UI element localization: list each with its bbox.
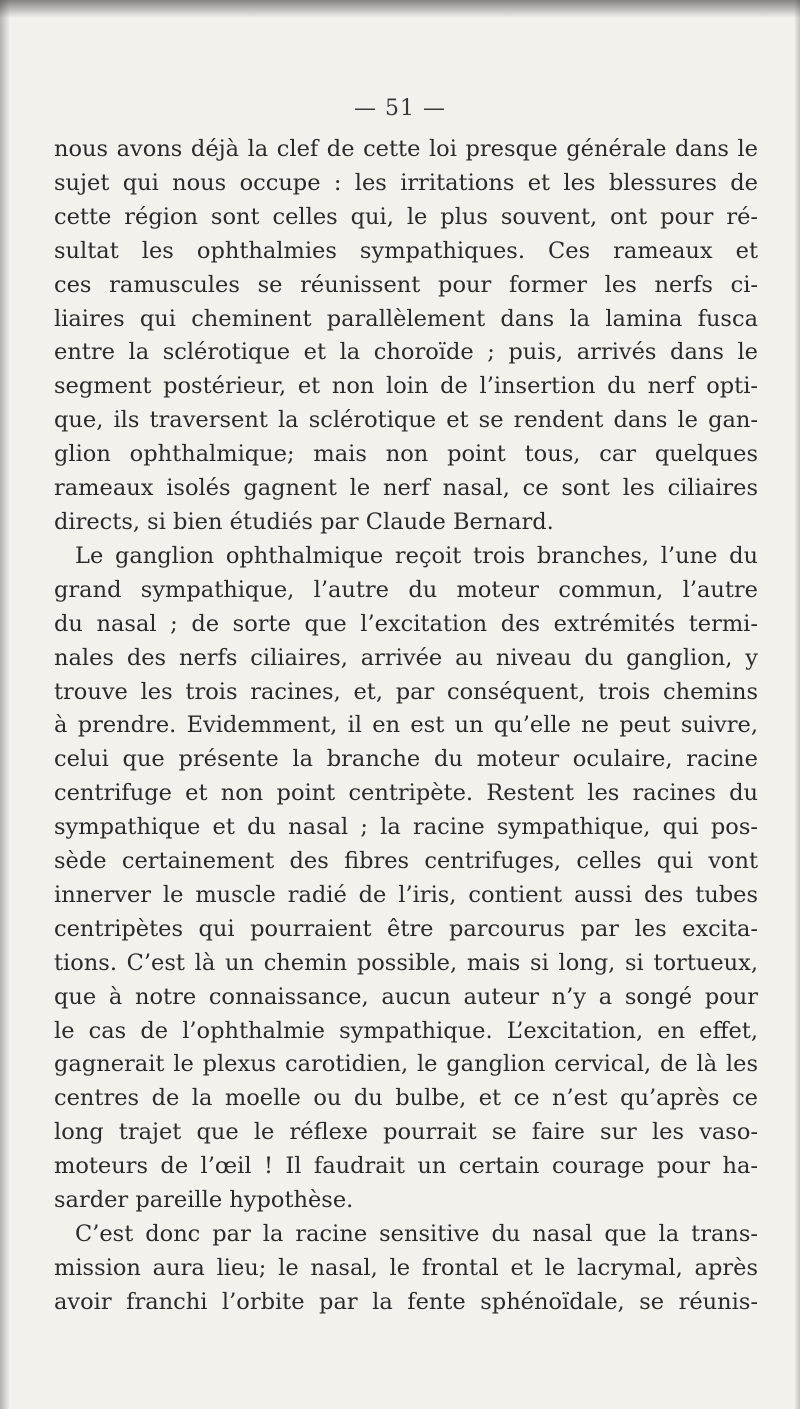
text-line: moteurs de l’œil ! Il faudrait un certain courage pour ha-: [54, 1153, 758, 1180]
text-line: centres de la moelle ou du bulbe, et ce n’est qu’après ce: [54, 1085, 758, 1112]
text-line: sède certainement des fibres centrifuges, celles qui vont: [54, 848, 758, 875]
text-line: grand sympathique, l’autre du moteur commun, l’autre: [54, 576, 758, 603]
text-line: que à notre connaissance, aucun auteur n’y a songé pour: [54, 983, 758, 1010]
text-line: rameaux isolés gagnent le nerf nasal, ce sont les ciliaires: [54, 475, 758, 502]
text-line: liaires qui cheminent parallèlement dans la lamina fusca: [54, 305, 758, 332]
page-top-shadow: [0, 0, 800, 18]
text-line: centrifuge et non point centripète. Restent les racines du: [54, 780, 758, 807]
text-line: long trajet que le réflexe pourrait se faire sur les vaso-: [54, 1119, 758, 1146]
text-line: nous avons déjà la clef de cette loi presque générale dans le: [54, 136, 758, 162]
text-line: centripètes qui pourraient être parcourus par les excita-: [54, 915, 758, 942]
text-line: trouve les trois racines, et, par conséquent, trois chemins: [54, 678, 758, 705]
text-line: gagnerait le plexus carotidien, le ganglion cervical, de là les: [54, 1051, 758, 1078]
text-line: sarder pareille hypothèse.: [54, 1187, 354, 1214]
text-line: sujet qui nous occupe : les irritations et les blessures de: [54, 169, 758, 196]
text-line: entre la sclérotique et la choroïde ; puis, arrivés dans le: [54, 339, 758, 366]
text-line: segment postérieur, et non loin de l’insertion du nerf opti-: [54, 373, 758, 400]
text-line: le cas de l’ophthalmie sympathique. L’excitation, en effet,: [54, 1017, 758, 1044]
text-line: mission aura lieu; le nasal, le frontal et le lacrymal, après: [54, 1254, 758, 1281]
text-line: celui que présente la branche du moteur oculaire, racine: [54, 746, 758, 773]
text-line: du nasal ; de sorte que l’excitation des extrémités termi-: [54, 610, 758, 637]
page-right-edge: [794, 0, 800, 1409]
text-line: que, ils traversent la sclérotique et se rendent dans le gan-: [54, 407, 758, 434]
text-line: sympathique et du nasal ; la racine sympathique, qui pos-: [54, 814, 758, 841]
body-text: [54, 133, 758, 1320]
text-line: avoir franchi l’orbite par la fente sphénoïdale, se réunis-: [54, 1288, 758, 1315]
text-line: nales des nerfs ciliaires, arrivée au niveau du ganglion, y: [54, 644, 758, 671]
text-line: directs, si bien étudiés par Claude Bernard.: [54, 508, 554, 535]
text-line: sultat les ophthalmies sympathiques. Ces rameaux et: [54, 237, 758, 264]
text-line: innerver le muscle radié de l’iris, contient aussi des tubes: [54, 881, 758, 908]
text-line: à prendre. Evidemment, il en est un qu’elle ne peut suivre,: [54, 712, 758, 739]
text-line: tions. C’est là un chemin possible, mais si long, si tortueux,: [54, 949, 758, 976]
text-line: Le ganglion ophthalmique reçoit trois branches, l’une du: [75, 542, 758, 569]
page-number: — 51 —: [354, 96, 446, 121]
text-line: C’est donc par la racine sensitive du nasal que la trans-: [75, 1221, 758, 1247]
text-line: ces ramuscules se réunissent pour former les nerfs ci-: [54, 271, 758, 298]
page-left-shadow: [0, 0, 10, 1409]
text-line: glion ophthalmique; mais non point tous, car quelques: [54, 441, 758, 468]
text-line: cette région sont celles qui, le plus souvent, ont pour ré-: [54, 203, 758, 230]
